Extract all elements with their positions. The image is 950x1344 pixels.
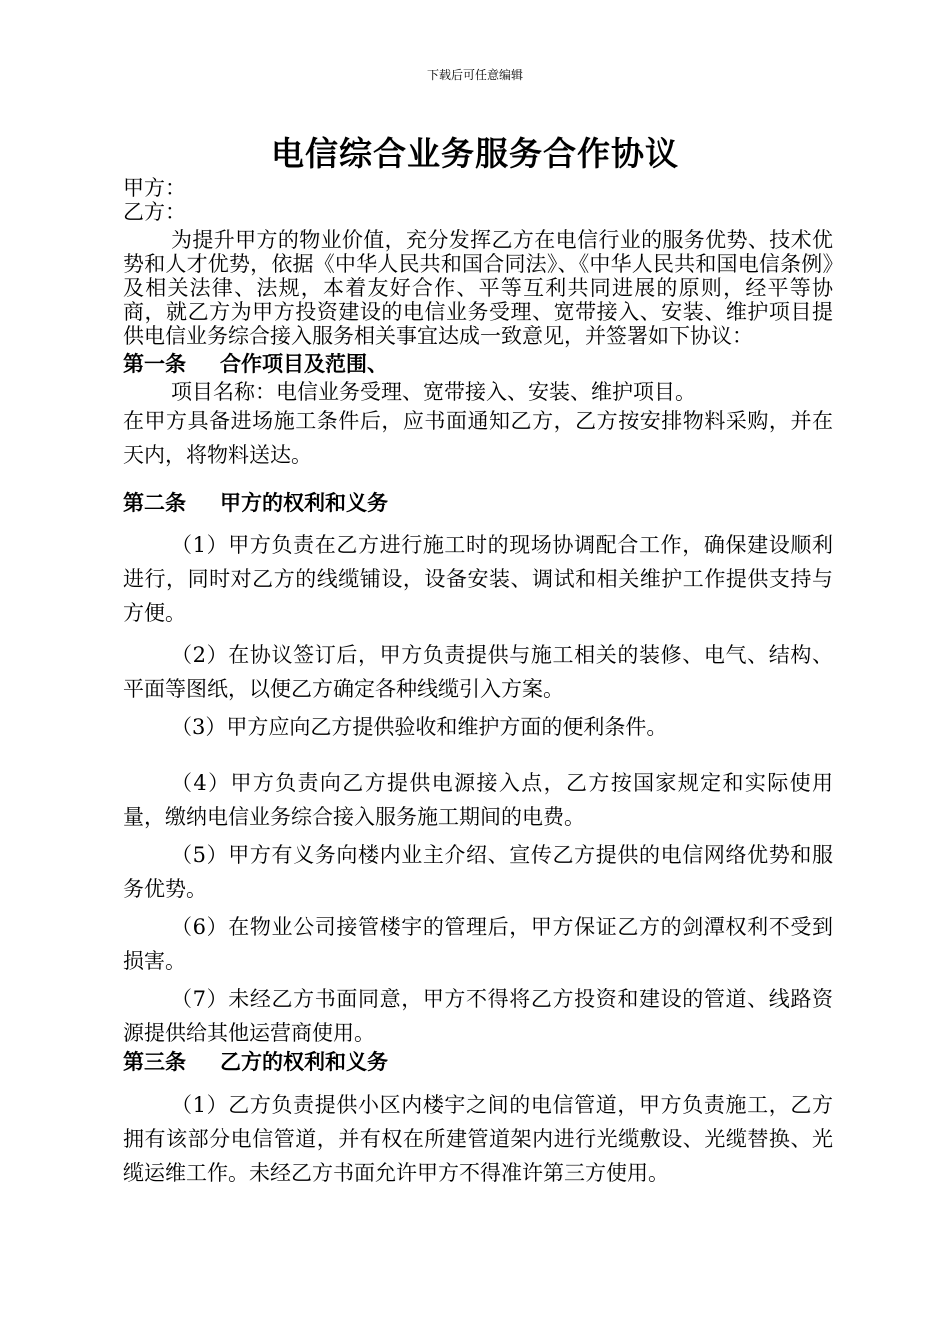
article-2-item-1: （1）甲方负责在乙方进行施工时的现场协调配合工作，确保建设顺利进行，同时对乙方的线缆铺设，设备安装、调试和相关维护工作提供支持与方便。 <box>123 533 833 625</box>
article-3-heading <box>123 1050 833 1074</box>
article-2-item-3: （3）甲方应向乙方提供验收和维护方面的便利条件。 <box>171 715 668 739</box>
article-2-item-7: （7）未经乙方书面同意，甲方不得将乙方投资和建设的管道、线路资源提供给其他运营商使用。 <box>123 987 833 1045</box>
article-2-item-5: （5）甲方有义务向楼内业主介绍、宣传乙方提供的电信网络优势和服务优势。 <box>123 843 833 901</box>
article-1-heading <box>123 352 833 376</box>
document-title: 电信综合业务服务合作协议 <box>271 134 679 173</box>
header-note: 下载后可任意编辑 <box>426 68 523 82</box>
party-b-line: 乙方： <box>123 200 186 224</box>
article-1-title: 合作项目及范围、 <box>220 351 388 376</box>
article-1-delivery-clause: 在甲方具备进场施工条件后，应书面通知乙方，乙方按安排物料采购，并在 天内，将物料送达。 <box>123 409 854 467</box>
article-1-number: 第一条 <box>123 351 186 376</box>
article-1-project-name: 项目名称：电信业务受理、宽带接入、安装、维护项目。 <box>171 380 696 404</box>
article-3-item-1: （1）乙方负责提供小区内楼宇之间的电信管道，甲方负责施工，乙方拥有该部分电信管道，并有权在所建管道架内进行光缆敷设、光缆替换、光缆运维工作。未经乙方书面允许甲方不得准许第三方使用。 <box>123 1093 833 1185</box>
article-2-item-2: （2）在协议签订后，甲方负责提供与施工相关的装修、电气、结构、平面等图纸，以便乙方确定各种线缆引入方案。 <box>123 643 833 701</box>
intro-paragraph: 为提升甲方的物业价值，充分发挥乙方在电信行业的服务优势、技术优势和人才优势，依据《中华人民共和国合同法》、《中华人民共和国电信条例》及相关法律、法规，本着友好合作、平等互利共同进展的原则，经平等协商，就乙方为甲方投资建设的电信业务受理、宽带接入、安装、维护项目提供电信业务综合接入服务相关事宜达成一致意见，并签署如下协议： <box>123 228 833 348</box>
article-2-heading <box>123 486 833 520</box>
article-3-title: 乙方的权利和义务 <box>220 1049 388 1074</box>
article-3-number: 第三条 <box>123 1049 186 1074</box>
article-2-title: 甲方的权利和义务 <box>220 490 388 515</box>
article-2-item-4: （4）甲方负责向乙方提供电源接入点，乙方按国家规定和实际使用量，缴纳电信业务综合接入服务施工期间的电费。 <box>123 771 833 829</box>
document-body <box>123 176 854 1190</box>
party-a-line: 甲方： <box>123 176 186 200</box>
article-2-number: 第二条 <box>123 490 186 515</box>
article-2-item-6: （6）在物业公司接管楼宇的管理后，甲方保证乙方的剑潭权利不受到损害。 <box>123 915 833 973</box>
